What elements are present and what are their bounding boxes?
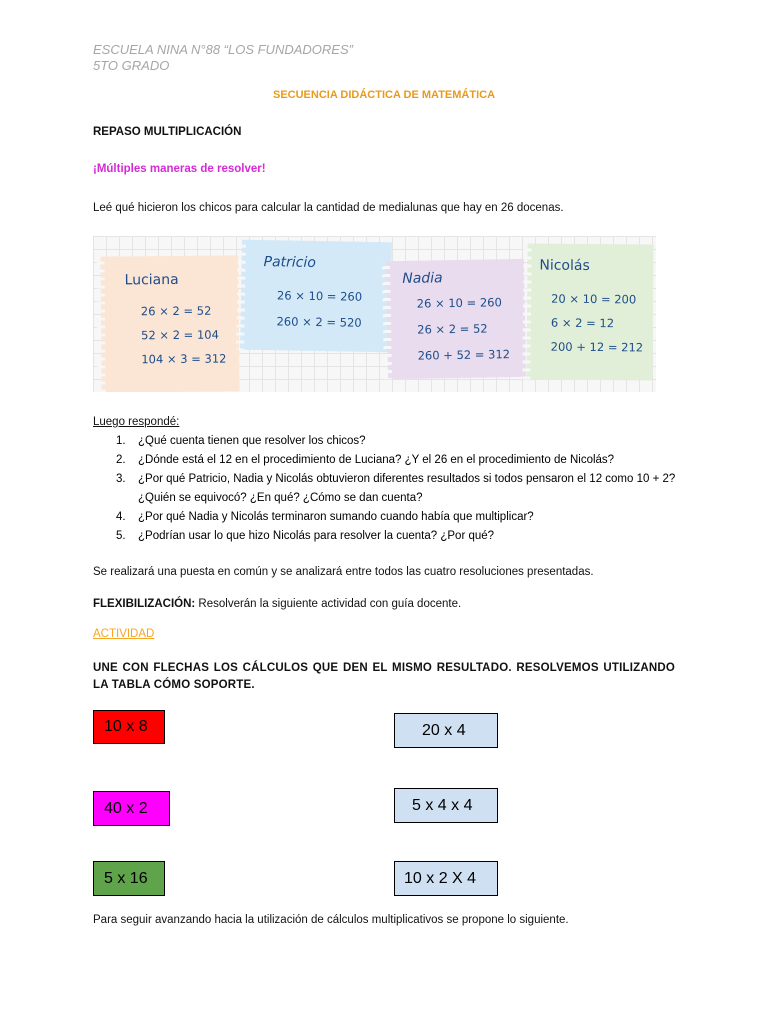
flex-label: FLEXIBILIZACIÓN: bbox=[93, 598, 196, 610]
note-calc: 260 × 2 = 520 bbox=[276, 314, 362, 330]
left-calc-box[interactable]: 40 x 2 bbox=[93, 791, 170, 826]
note-name: Nadia bbox=[402, 270, 443, 287]
note-nadia bbox=[386, 259, 526, 379]
footer-paragraph: Para seguir avanzando hacia la utilización de cálculos multiplicativos se propone lo siguiente. bbox=[93, 914, 569, 926]
note-calc: 26 × 10 = 260 bbox=[276, 288, 363, 304]
note-calc: 104 × 3 = 312 bbox=[141, 351, 227, 367]
right-calc-box[interactable]: 5 x 4 x 4 bbox=[394, 788, 498, 823]
question-item: 5. ¿Podrían usar lo que hizo Nicolás para resolver la cuenta? ¿Por qué? bbox=[116, 530, 495, 542]
actividad-heading: ACTIVIDAD bbox=[93, 628, 155, 640]
grade-label: 5TO GRADO bbox=[93, 58, 170, 73]
intro-paragraph: Leé qué hicieron los chicos para calcular la cantidad de medialunas que hay en 26 docenas. bbox=[93, 202, 564, 214]
question-item: 3. ¿Por qué Patricio, Nadia y Nicolás obtuvieron diferentes resultados si todos pensaron el 12 como 10 + 2? ¿Quién se equivocó? ¿En qué? ¿Cómo se dan cuenta? bbox=[116, 473, 676, 504]
note-patricio bbox=[240, 240, 392, 353]
note-name: Nicolás bbox=[539, 257, 590, 274]
note-calc: 6 × 2 = 12 bbox=[550, 315, 615, 331]
note-calc: 20 × 10 = 200 bbox=[551, 291, 637, 307]
section-heading: REPASO MULTIPLICACIÓN bbox=[93, 126, 242, 138]
left-calc-box[interactable]: 10 x 8 bbox=[93, 710, 165, 744]
note-luciana bbox=[100, 255, 239, 392]
activity-instruction: UNE CON FLECHAS LOS CÁLCULOS QUE DEN EL MISMO RESULTADO. RESOLVEMOS UTILIZANDO LA TABLA CÓMO SOPORTE. bbox=[93, 662, 675, 691]
note-calc: 26 × 2 = 52 bbox=[140, 303, 212, 319]
questions-list bbox=[93, 432, 683, 546]
questions-heading: Luego respondé: bbox=[93, 416, 180, 428]
right-calc-box[interactable]: 20 x 4 bbox=[394, 713, 498, 748]
document-title: SECUENCIA DIDÁCTICA DE MATEMÁTICA bbox=[272, 89, 496, 101]
note-name: Luciana bbox=[124, 271, 179, 289]
left-calc-box[interactable]: 5 x 16 bbox=[93, 861, 165, 896]
note-nicolas bbox=[526, 243, 653, 380]
puesta-paragraph: Se realizará una puesta en común y se analizará entre todos las cuatro resoluciones presentadas. bbox=[93, 566, 594, 578]
note-calc: 26 × 2 = 52 bbox=[417, 321, 488, 337]
subheading: ¡Múltiples maneras de resolver! bbox=[93, 163, 266, 175]
notes-illustration bbox=[93, 236, 656, 392]
question-item: 1. ¿Qué cuenta tienen que resolver los chicos? bbox=[116, 435, 366, 447]
flex-paragraph bbox=[93, 598, 461, 610]
school-name: ESCUELA NINA N°88 “LOS FUNDADORES” bbox=[93, 42, 353, 57]
question-item: 2. ¿Dónde está el 12 en el procedimiento de Luciana? ¿Y el 26 en el procedimiento de Nicolás? bbox=[116, 454, 615, 466]
flex-text: Resolverán la siguiente actividad con guía docente. bbox=[195, 598, 462, 610]
note-calc: 260 + 52 = 312 bbox=[417, 347, 511, 363]
note-name: Patricio bbox=[263, 254, 317, 271]
note-calc: 52 × 2 = 104 bbox=[141, 327, 219, 343]
note-calc: 26 × 10 = 260 bbox=[416, 295, 502, 311]
question-item: 4. ¿Por qué Nadia y Nicolás terminaron sumando cuando había que multiplicar? bbox=[116, 511, 534, 523]
note-calc: 200 + 12 = 212 bbox=[550, 339, 644, 355]
right-calc-box[interactable]: 10 x 2 X 4 bbox=[394, 861, 498, 896]
